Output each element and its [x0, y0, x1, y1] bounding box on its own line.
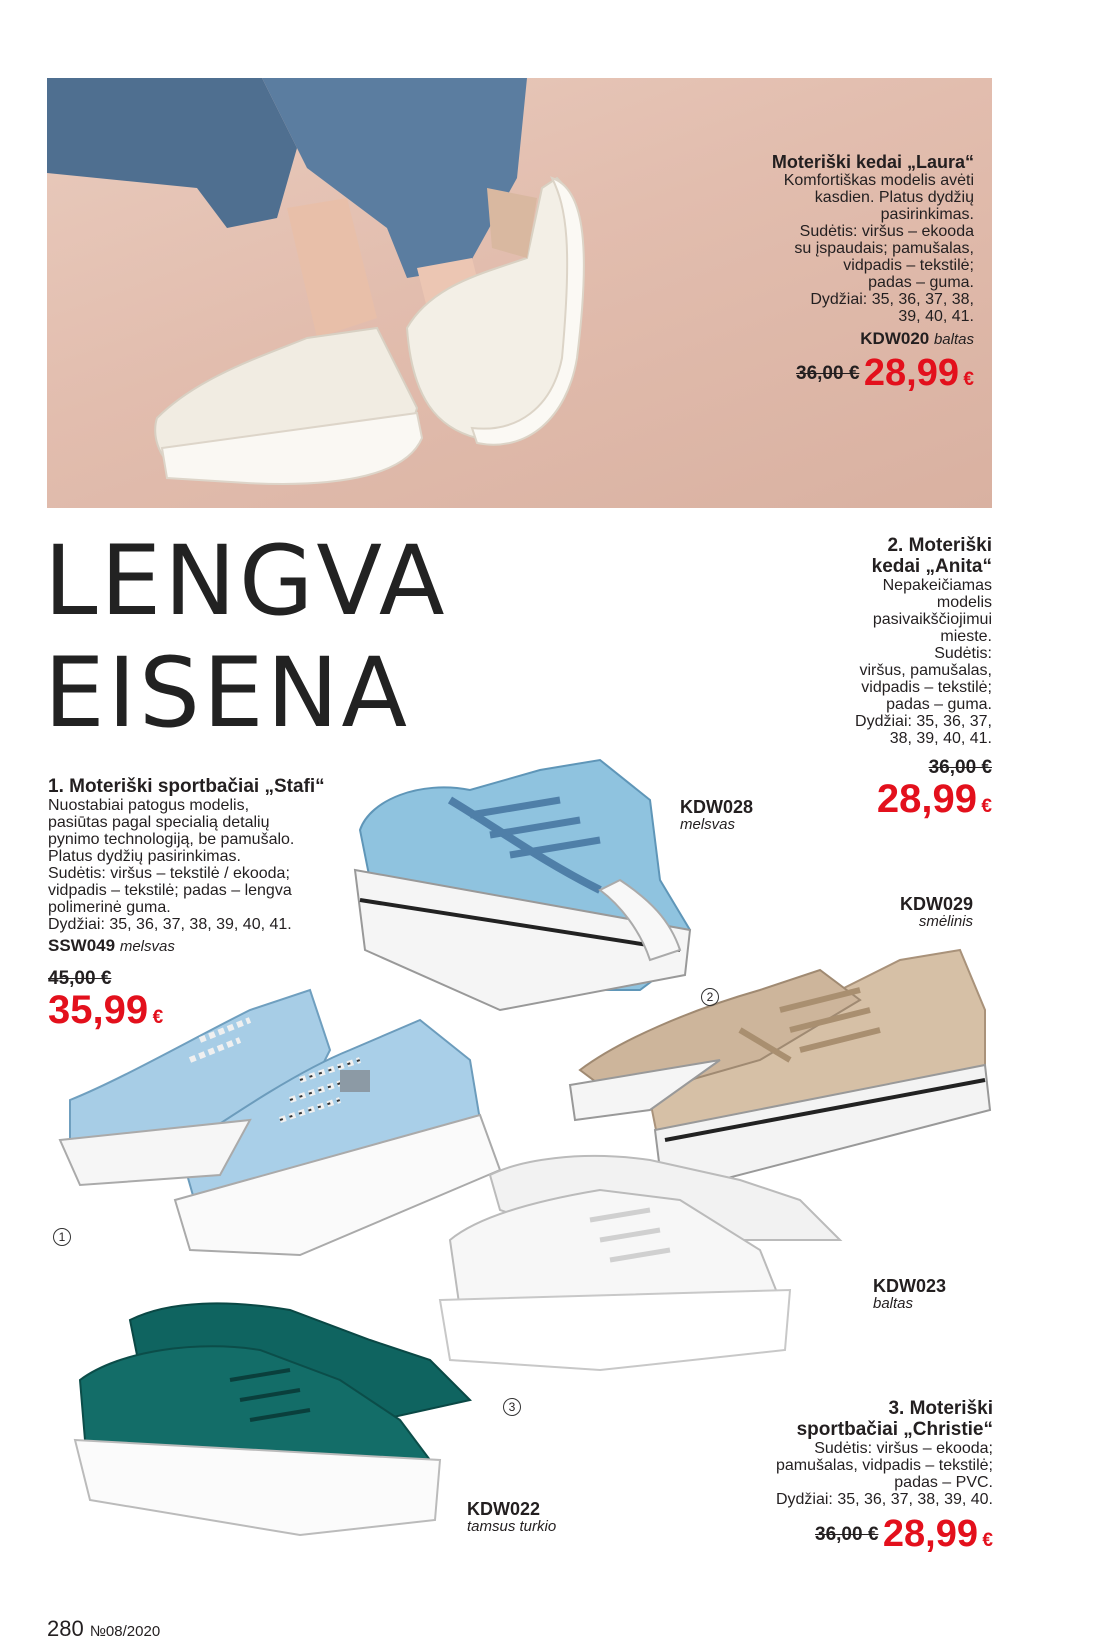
- product-3-old-price: 36,00 €: [815, 1524, 879, 1545]
- product-2-info: [772, 535, 992, 819]
- currency: €: [963, 369, 974, 390]
- hero-desc-line: Dydžiai: 35, 36, 37, 38,: [810, 291, 974, 308]
- issue-number: №08/2020: [89, 1623, 161, 1640]
- product-3-desc-line: padas – PVC.: [894, 1474, 993, 1491]
- product-1-new-price: 35,99: [48, 988, 149, 1032]
- hero-desc-line: Sudėtis: viršus – ekooda: [799, 223, 974, 240]
- hero-desc-line: vidpadis – tekstilė;: [843, 257, 974, 274]
- headline-line-2: EISENA: [44, 637, 411, 749]
- currency: €: [982, 1530, 993, 1551]
- product-3-title: sportbačiai „Christie“: [796, 1419, 993, 1440]
- hero-product-code: KDW020 baltas: [860, 329, 974, 348]
- page-number: 280: [47, 1616, 84, 1641]
- variant-code-kdw023: KDW023 baltas: [873, 1276, 947, 1312]
- sneaker-kdw028: [355, 760, 690, 1010]
- product-2-desc-line: pasivaikščiojimui: [872, 611, 992, 628]
- headline-line-1: LENGVA: [44, 525, 448, 637]
- product-1-desc-line: Dydžiai: 35, 36, 37, 38, 39, 40, 41.: [48, 916, 292, 933]
- product-3-info: [633, 1398, 993, 1554]
- hero-desc-line: pasirinkimas.: [880, 206, 974, 223]
- product-2-desc-line: padas – guma.: [886, 696, 992, 713]
- variant-code-kdw022: KDW022 tamsus turkio: [467, 1499, 557, 1535]
- product-2-new-price: 28,99: [876, 777, 977, 821]
- product-1-code: SSW049 melsvas: [48, 936, 175, 955]
- currency: €: [152, 1007, 164, 1028]
- product-1-marker: 1: [53, 1228, 71, 1246]
- product-3-desc-line: Dydžiai: 35, 36, 37, 38, 39, 40.: [775, 1491, 993, 1508]
- product-1-desc-line: pynimo technologiją, be pamušalo.: [48, 831, 295, 848]
- hero-desc-line: padas – guma.: [868, 274, 974, 291]
- product-1-desc-line: Nuostabiai patogus modelis,: [48, 797, 250, 814]
- product-1-old-price: 45,00 €: [48, 968, 112, 989]
- hero-desc-line: Komfortiškas modelis avėti: [783, 172, 974, 189]
- sneaker-kdw023: [440, 1156, 840, 1370]
- product-2-old-price: 36,00 €: [928, 757, 992, 778]
- product-1-desc-line: vidpadis – tekstilė; padas – lengva: [48, 882, 292, 899]
- product-1-desc-line: Sudėtis: viršus – tekstilė / ekooda;: [48, 865, 290, 882]
- hero-product-title: Moteriški kedai „Laura“: [771, 152, 974, 172]
- product-3-desc-line: pamušalas, vidpadis – tekstilė;: [776, 1457, 993, 1474]
- product-2-desc-line: modelis: [936, 594, 992, 611]
- product-1-info: [48, 776, 378, 1030]
- product-2-desc-line: 38, 39, 40, 41.: [889, 730, 992, 747]
- sneaker-kdw022: [75, 1303, 470, 1535]
- hero-desc-line: su įspaudais; pamušalas,: [794, 240, 974, 257]
- product-1-desc-line: pasiūtas pagal specialią detalių: [48, 814, 270, 831]
- hero-desc-line: 39, 40, 41.: [898, 308, 974, 325]
- product-3-new-price: 28,99: [882, 1513, 978, 1555]
- product-2-title: 2. Moteriški: [887, 535, 992, 556]
- product-1-title: 1. Moteriški sportbačiai „Stafi“: [48, 776, 325, 797]
- product-2-desc-line: vidpadis – tekstilė;: [861, 679, 992, 696]
- page-footer: [47, 1616, 160, 1642]
- product-2-desc-line: Nepakeičiamas: [882, 577, 992, 594]
- product-3-desc-line: Sudėtis: viršus – ekooda;: [814, 1440, 993, 1457]
- hero-desc-line: kasdien. Platus dydžių: [814, 189, 974, 206]
- currency: €: [981, 796, 992, 817]
- product-3-marker: 3: [503, 1398, 521, 1416]
- product-1-desc-line: Platus dydžių pasirinkimas.: [48, 848, 241, 865]
- new-price: 28,99: [863, 352, 959, 394]
- product-2-desc-line: viršus, pamušalas,: [859, 662, 992, 679]
- product-2-desc-line: mieste.: [940, 628, 992, 645]
- old-price: 36,00 €: [796, 363, 860, 384]
- product-2-marker: 2: [701, 988, 719, 1006]
- variant-code-kdw029: KDW029 smėlinis: [900, 894, 974, 930]
- product-1-desc-line: polimerinė guma.: [48, 899, 171, 916]
- product-2-title: kedai „Anita“: [871, 556, 992, 577]
- product-3-title: 3. Moteriški: [888, 1398, 993, 1419]
- product-3-price: [633, 1514, 993, 1554]
- product-2-desc-line: Dydžiai: 35, 36, 37,: [855, 713, 992, 730]
- variant-code-kdw028: KDW028 melsvas: [680, 797, 754, 833]
- product-2-desc-line: Sudėtis:: [934, 645, 992, 662]
